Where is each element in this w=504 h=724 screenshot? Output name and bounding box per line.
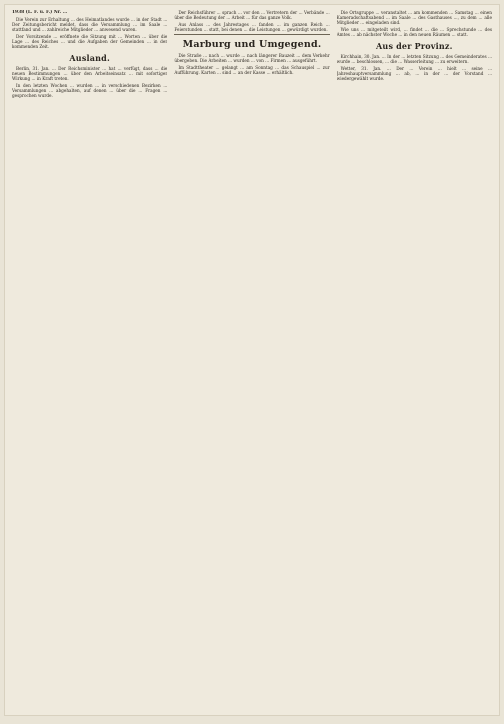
paragraph: Der Reichsführer ... sprach ... vor den ... Vertretern der ... Verbände ... über die Bedeutung der ... Arbeit ... für das ganze Volk.	[174, 10, 330, 21]
paragraph: Berlin, 31. Jan. ... Der Reichsminister ... hat ... verfügt, dass ... die neuen Bestimmungen ... über den Arbeitseinsatz ... mit sofortiger Wirkung ... in Kraft treten.	[12, 66, 168, 82]
section-heading-marburg: Marburg und Umgegend.	[182, 38, 322, 50]
paragraph: Die Verein zur Erhaltung ... des Heimatlandes wurde ... in der Stadt ... Der Zeitungsbericht meldet, dass die Versammlung ... im Saale ... stattfand und ... zahlreiche Mitglieder ... anwesend waren.	[12, 17, 168, 33]
paragraph: Wie uns ... mitgeteilt wird, ... findet ... die ... Sprechstunde ... des Amtes ... ab nächster Woche ... in den neuen Räumen ... statt.	[336, 26, 492, 37]
paragraph: Die Ortsgruppe ... veranstaltet ... am kommenden ... Samstag ... einen Kameradschaftsabend ... im Saale ... des Gasthauses ..., zu dem ... alle Mitglieder ... eingeladen sind.	[336, 10, 492, 26]
paragraph: Im Stadttheater ... gelangt ... am Sonntag ... das Schauspiel ... zur Aufführung. Karten ... sind ... an der Kasse ... erhältlich.	[174, 64, 330, 75]
columns	[12, 10, 492, 710]
column-1	[12, 10, 167, 710]
paragraph: In den letzten Wochen ... wurden ... in verschiedenen Bezirken ... Versammlungen ... abgehalten, auf denen ... über die ... Fragen ... gesprochen wurde.	[12, 83, 168, 99]
section-heading-provinz: Aus der Provinz.	[376, 41, 453, 52]
paragraph: Der Vorsitzende ... eröffnete die Sitzung mit ... Worten ... über die Lage ... des Reiches ... und die Aufgaben der Gemeinden ... in der kommenden Zeit.	[12, 33, 168, 50]
column-2	[174, 10, 329, 710]
paragraph: Wetter, 31. Jan. ... Der ... Verein ... hielt ... seine ... Jahreshauptversammlung ... ab, ... in der ... der Vorstand ... wiedergewählt wurde.	[336, 65, 492, 82]
paragraph: Kirchhain, 30. Jan. ... In der ... letzten Sitzung ... des Gemeinderates ... wurde ... beschlossen, ... die ... Wasserleitung ... zu erweitern.	[336, 54, 492, 65]
paragraph: Die Straße ... nach ... wurde ... nach längerer Bauzeit ... dem Verkehr übergeben. Die Arbeiten ... wurden ... von ... Firmen ... ausgeführt.	[174, 52, 330, 64]
paragraph: Aus Anlass ... des Jahrestages ... fanden ... im ganzen Reich ... Feierstunden ... statt, bei denen ... die Leistungen ... gewürdigt wurden.	[174, 21, 330, 32]
newspaper-page	[4, 4, 500, 716]
page-header: 1938 (L. F. u. F.) Nr. ...	[12, 10, 68, 15]
divider	[174, 34, 329, 35]
column-3	[337, 10, 492, 710]
section-heading-ausland: Ausland.	[69, 53, 110, 64]
